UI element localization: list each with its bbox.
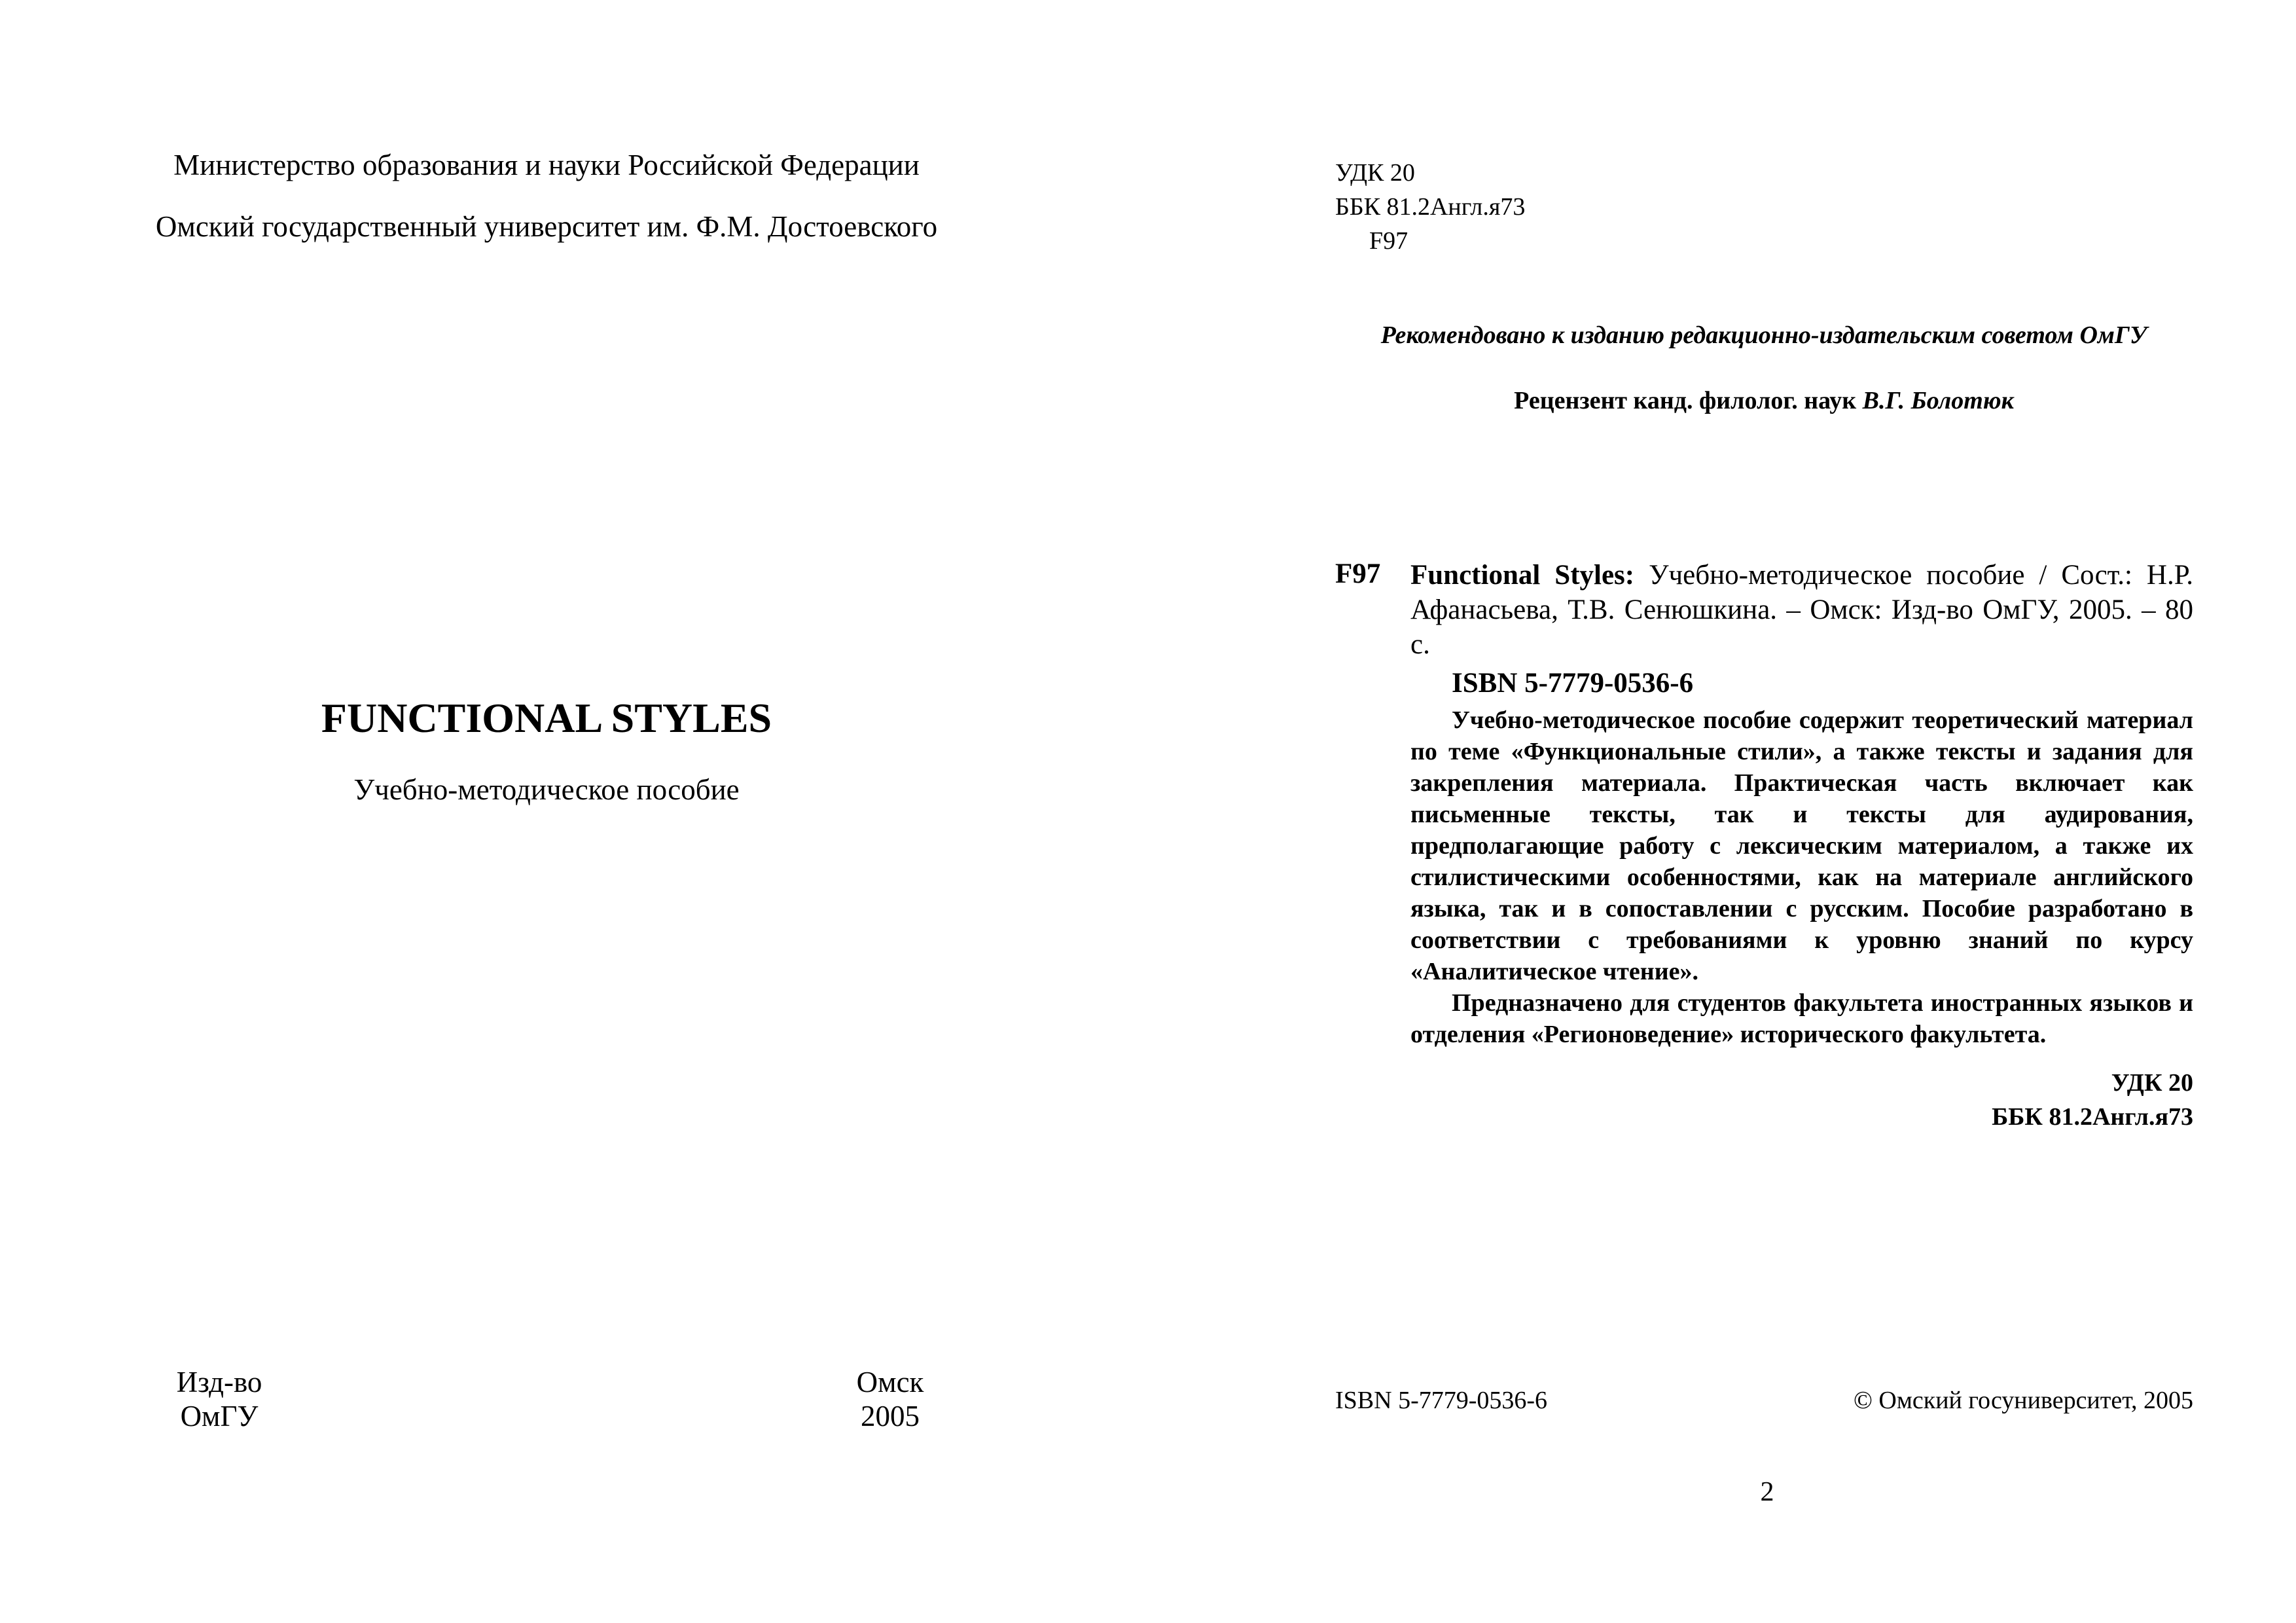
copyright-notice: © Омский госуниверситет, 2005 — [1854, 1387, 2193, 1414]
book-title: FUNCTIONAL STYLES — [321, 695, 772, 741]
card-description: Учебно-методическое пособие / Сост.: Н.Р. Афанасьева, Т.В. Сенюшкина. – Омск: Изд-во ОмГУ, 2005. – 80 с. — [1410, 560, 2193, 660]
publisher-line-1: Изд-во — [176, 1366, 262, 1398]
catalog-card-code: F97 — [1335, 558, 1381, 589]
publisher-line-2: ОмГУ — [180, 1400, 259, 1432]
university-line: Омский государственный университет им. Ф.М. Достоевского — [155, 210, 938, 243]
catalog-card — [1410, 558, 2193, 1134]
reviewer-name: В.Г. Болотюк — [1862, 387, 2014, 414]
card-isbn: ISBN 5-7779-0536-6 — [1452, 668, 1694, 699]
card-bbk: ББК 81.2Англ.я73 — [1992, 1103, 2193, 1131]
isbn-footer: ISBN 5-7779-0536-6 — [1335, 1387, 1548, 1414]
bbk-code: ББК 81.2Англ.я73 — [1335, 193, 1526, 221]
card-codes — [1410, 1066, 2193, 1134]
annotation-paragraph-1: Учебно-методическое пособие содержит теоретический материал по теме «Функциональные стили», а также тексты и задания для закрепления материала. Практическая часть включает как письменные тексты, так и тексты для аудирования, предполагающие работу с лексическим материалом, а также их стилистическими особенностями, как на материале английского языка, так и в сопоставлении с русским. Пособие разработано в соответствии с требованиями к уровню знаний по курсу «Аналитическое чтение». — [1410, 706, 2193, 985]
imprint-year: 2005 — [861, 1400, 920, 1432]
imprint-place-year — [821, 1365, 959, 1433]
reviewer-line — [1335, 386, 2193, 415]
annotation — [1410, 704, 2193, 1050]
reviewer-prefix: Рецензент канд. филолог. наук — [1514, 387, 1863, 414]
classification-codes — [1335, 156, 1525, 258]
annotation-paragraph-2: Предназначено для студентов факультета иностранных языков и отделения «Регионоведение» исторического факультета. — [1410, 989, 2193, 1048]
ministry-line: Министерство образования и науки Российской Федерации — [173, 149, 920, 181]
page-number: 2 — [1760, 1477, 1774, 1507]
author-mark: F97 — [1369, 227, 1408, 255]
card-udk: УДК 20 — [2111, 1069, 2193, 1097]
book-subtitle: Учебно-методическое пособие — [353, 773, 740, 806]
bibliographic-record — [1410, 558, 2193, 662]
title-page-header — [131, 151, 962, 274]
card-title: Functional Styles: — [1410, 560, 1635, 591]
publisher — [151, 1365, 288, 1433]
udk-code: УДК 20 — [1335, 159, 1415, 187]
imprint-city: Омск — [856, 1366, 924, 1398]
recommendation-note: Рекомендовано к изданию редакционно-издательским советом ОмГУ — [1380, 321, 2147, 349]
